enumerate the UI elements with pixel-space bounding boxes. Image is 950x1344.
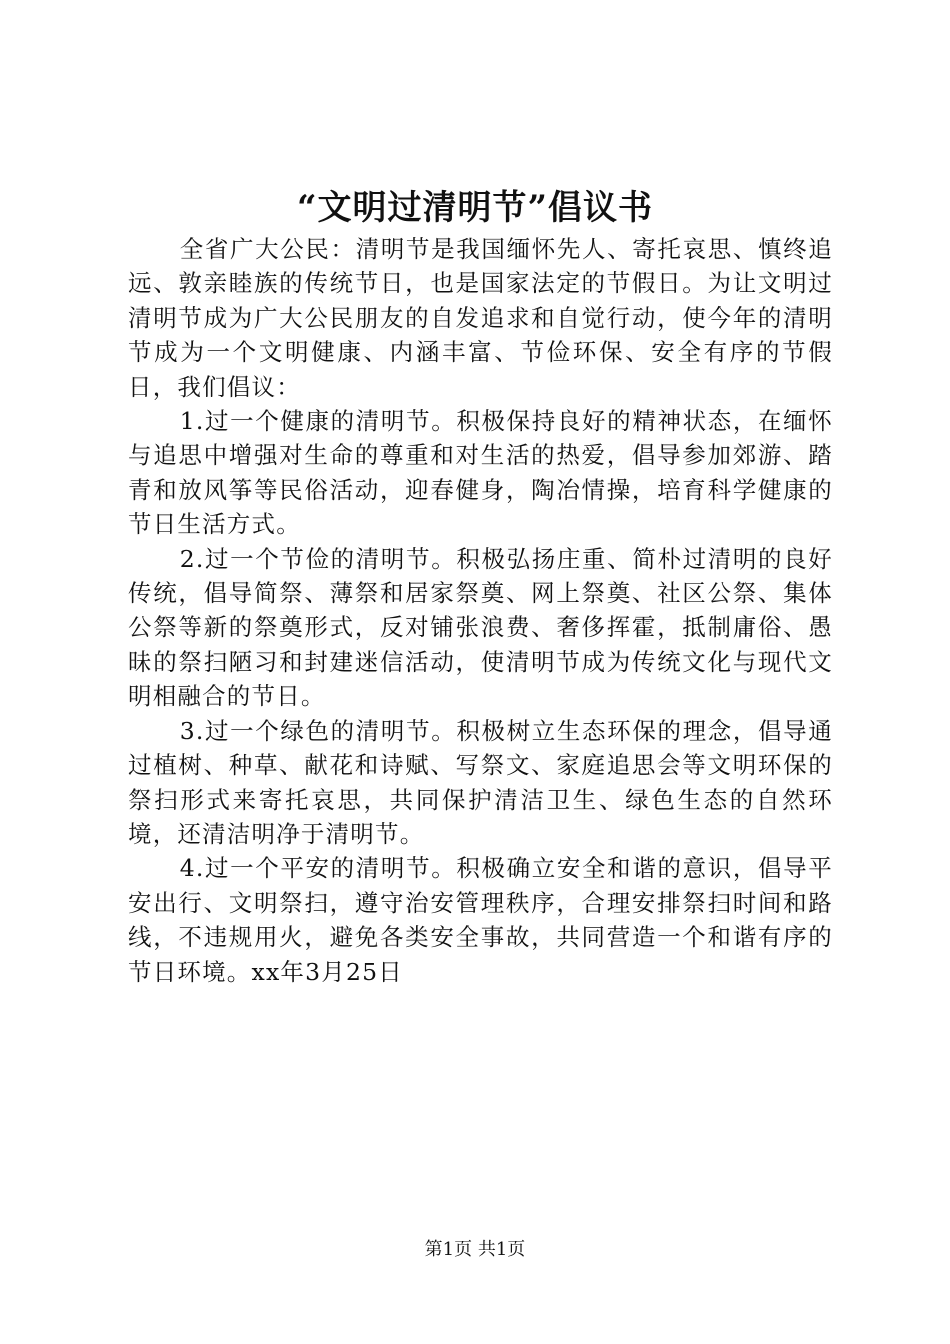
paragraph-item-3: 3.过一个绿色的清明节。积极树立生态环保的理念，倡导通过植树、种草、献花和诗赋、写祭文、家庭追思会等文明环保的祭扫形式来寄托哀思，共同保护清洁卫生、绿色生态的自然环境，还清洁明净于清明节。 bbox=[128, 716, 833, 848]
document-body bbox=[128, 232, 833, 989]
page-footer: 第1页 共1页 bbox=[424, 1239, 526, 1260]
paragraph-intro: 全省广大公民：清明节是我国缅怀先人、寄托哀思、慎终追远、敦亲睦族的传统节日，也是国家法定的节假日。为让文明过清明节成为广大公民朋友的自发追求和自觉行动，使今年的清明节成为一个文明健康、内涵丰富、节俭环保、安全有序的节假日，我们倡议： bbox=[128, 235, 833, 401]
document-title: “文明过清明节”倡议书 bbox=[296, 188, 654, 228]
paragraph-item-2: 2.过一个节俭的清明节。积极弘扬庄重、简朴过清明的良好传统，倡导简祭、薄祭和居家祭奠、网上祭奠、社区公祭、集体公祭等新的祭奠形式，反对铺张浪费、奢侈挥霍，抵制庸俗、愚昧的祭扫陋习和封建迷信活动，使清明节成为传统文化与现代文明相融合的节日。 bbox=[128, 544, 833, 711]
paragraph-item-4: 4.过一个平安的清明节。积极确立安全和谐的意识，倡导平安出行、文明祭扫，遵守治安管理秩序，合理安排祭扫时间和路线，不违规用火，避免各类安全事故，共同营造一个和谐有序的节日环境。xx年3月25日 bbox=[128, 854, 833, 986]
paragraph-item-1: 1.过一个健康的清明节。积极保持良好的精神状态，在缅怀与追思中增强对生命的尊重和对生活的热爱，倡导参加郊游、踏青和放风筝等民俗活动，迎春健身，陶冶情操，培育科学健康的节日生活方式。 bbox=[128, 407, 833, 539]
